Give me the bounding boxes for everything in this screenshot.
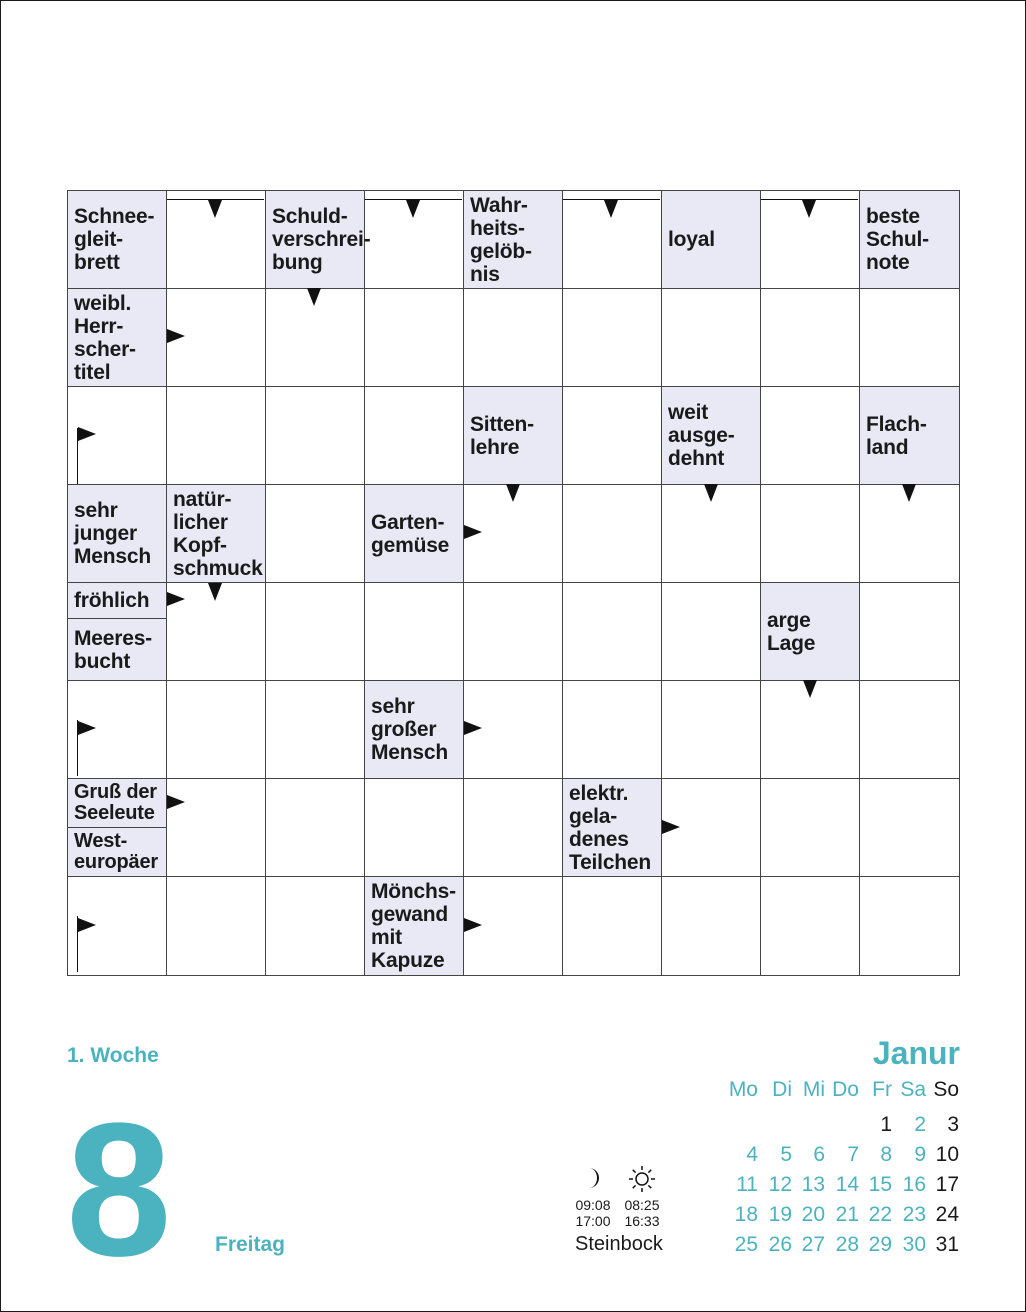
clue-cell [67,778,167,828]
answer-cell[interactable] [166,876,266,976]
answer-cell[interactable] [661,876,761,976]
clue-text: elektr. gela- denes Teilchen [569,781,652,874]
clue-text: Meeres- bucht [74,626,152,673]
calendar-day: 18 [734,1203,758,1226]
answer-cell[interactable] [859,680,960,779]
clue-text: West- europäer [74,830,158,873]
answer-cell[interactable] [562,876,662,976]
clue-text: Gruß der Seeleute [74,781,157,824]
calendar-day: 15 [868,1173,892,1196]
calendar-day: 10 [935,1143,959,1166]
answer-cell[interactable] [364,386,464,485]
calendar-day: 5 [780,1143,792,1166]
calendar-day: 31 [935,1233,959,1256]
answer-cell[interactable] [265,582,365,681]
answer-cell[interactable] [859,778,960,877]
calendar-day: 13 [801,1173,825,1196]
arrow-right-icon [167,795,185,809]
arrow-right-icon [464,721,482,735]
clue-cell [859,386,960,485]
calendar-day: 14 [835,1173,859,1196]
answer-cell[interactable] [166,386,266,485]
clue-text: Schuld- verschrei- bung [272,205,371,274]
calendar-day: 1 [880,1113,892,1136]
clue-text: sehr großer Mensch [371,695,448,764]
calendar-day: 28 [835,1233,859,1256]
calendar-weekday-header: Fr [872,1078,892,1101]
answer-cell[interactable] [166,680,266,779]
clue-cell [463,386,563,485]
calendar-day: 11 [736,1173,758,1196]
clue-cell [67,190,167,289]
clue-text: loyal [668,228,715,251]
clue-cell [364,680,464,779]
arrow-down-icon [406,200,420,218]
calendar-day: 7 [847,1143,859,1166]
sun-times: 08:25 16:33 [624,1197,660,1229]
week-label: 1. Woche [67,1044,159,1067]
arrow-down-icon [208,200,222,218]
moon-icon [580,1166,604,1190]
answer-cell[interactable] [562,288,662,387]
calendar-day: 12 [768,1173,792,1196]
clue-cell [67,618,167,681]
arrow-down-icon [803,680,817,698]
answer-cell[interactable] [265,680,365,779]
calendar-day: 8 [880,1143,892,1166]
arrow-right-icon [464,918,482,932]
answer-cell[interactable] [265,484,365,583]
answer-cell[interactable] [364,582,464,681]
clue-cell [562,778,662,877]
answer-cell[interactable] [562,582,662,681]
calendar-day: 2 [914,1113,926,1136]
calendar-day: 6 [813,1143,825,1166]
calendar-weekday-header: Do [832,1078,859,1101]
answer-cell[interactable] [265,778,365,877]
clue-cell [760,582,860,681]
clue-cell [67,827,167,877]
sun-icon [627,1164,657,1194]
arrow-right-icon [167,329,185,343]
calendar-weekday-header: Mi [802,1078,825,1101]
calendar-day: 17 [935,1173,959,1196]
answer-cell[interactable] [562,386,662,485]
calendar-day: 22 [868,1203,892,1226]
clue-text: arge Lage [767,608,816,655]
month-title: Janur [872,1035,960,1071]
clue-cell [67,484,167,583]
calendar-day: 29 [868,1233,892,1256]
arrow-right-icon [78,721,96,735]
answer-cell[interactable] [661,680,761,779]
answer-cell[interactable] [661,288,761,387]
clue-cell [661,190,761,289]
calendar-day: 16 [902,1173,926,1196]
answer-cell[interactable] [166,778,266,877]
arrow-down-icon [506,484,520,502]
arrow-right-icon [78,427,96,441]
clue-text: Garten- gemüse [371,510,450,557]
zodiac-sign: Steinbock [575,1233,663,1255]
clue-cell [67,288,167,387]
weekday-label: Freitag [215,1233,286,1256]
calendar-day: 20 [801,1203,825,1226]
calendar-day: 3 [947,1113,959,1136]
clue-text: Sitten- lehre [470,412,534,459]
answer-cell[interactable] [364,778,464,877]
clue-cell [265,190,371,289]
arrow-down-icon [902,484,916,502]
calendar-day: 30 [902,1233,926,1256]
answer-cell[interactable] [562,680,662,779]
answer-cell[interactable] [859,288,960,387]
arrow-right-icon [662,820,680,834]
clue-cell [67,582,167,619]
calendar-day: 23 [902,1203,926,1226]
crossword-grid [67,190,959,975]
clue-text: Flach- land [866,412,927,459]
calendar-day: 25 [734,1233,758,1256]
clue-text: weibl. Herr- scher- titel [74,291,136,384]
arrow-right-icon [78,918,96,932]
clue-cell [661,386,761,485]
clue-text: fröhlich [74,589,150,612]
crossword-puzzle [67,190,959,975]
answer-cell[interactable] [859,582,960,681]
clue-cell [463,190,563,289]
clue-text: natür- licher Kopf- schmuck [173,487,263,580]
answer-cell[interactable] [463,778,563,877]
clue-text: Mönchs- gewand mit Kapuze [371,880,456,972]
clue-cell [859,190,960,289]
day-number: 8 [66,1084,172,1296]
calendar-day: 4 [746,1143,758,1166]
clue-text: weit ausge- dehnt [668,401,735,470]
calendar-weekday-header: So [933,1078,959,1101]
calendar-day: 26 [768,1233,792,1256]
answer-cell[interactable] [265,876,365,976]
arrow-down-icon [307,288,321,306]
answer-cell[interactable] [760,288,860,387]
arrow-down-icon [704,484,718,502]
answer-cell[interactable] [364,288,464,387]
answer-cell[interactable] [562,484,662,583]
arrow-right-icon [167,592,185,606]
clue-text: beste Schul- note [866,205,929,274]
answer-cell[interactable] [661,582,761,681]
answer-cell[interactable] [859,876,960,976]
calendar-day: 19 [768,1203,792,1226]
clue-text: Wahr- heits- gelöb- nis [470,193,532,286]
arrow-right-icon [464,525,482,539]
answer-cell[interactable] [265,386,365,485]
clue-text: Schnee- gleit- brett [74,205,155,274]
calendar-weekday-header: Sa [900,1078,926,1101]
answer-cell[interactable] [463,582,563,681]
arrow-down-icon [802,200,816,218]
clue-text: sehr junger Mensch [74,499,151,568]
calendar-day: 9 [914,1143,926,1166]
clue-cell [166,484,266,583]
calendar-weekday-header: Mo [728,1078,758,1101]
moon-times: 09:08 17:00 [575,1197,611,1229]
arrow-down-icon [604,200,618,218]
answer-cell[interactable] [760,386,860,485]
answer-cell[interactable] [760,876,860,976]
calendar-day: 24 [935,1203,959,1226]
answer-cell[interactable] [760,778,860,877]
arrow-down-icon [208,583,222,601]
answer-cell[interactable] [760,484,860,583]
answer-cell[interactable] [463,288,563,387]
calendar-weekday-header: Di [772,1078,792,1101]
calendar-day: 21 [835,1203,859,1226]
calendar-day: 27 [801,1233,825,1256]
clue-cell [364,484,464,583]
clue-cell [364,876,464,976]
